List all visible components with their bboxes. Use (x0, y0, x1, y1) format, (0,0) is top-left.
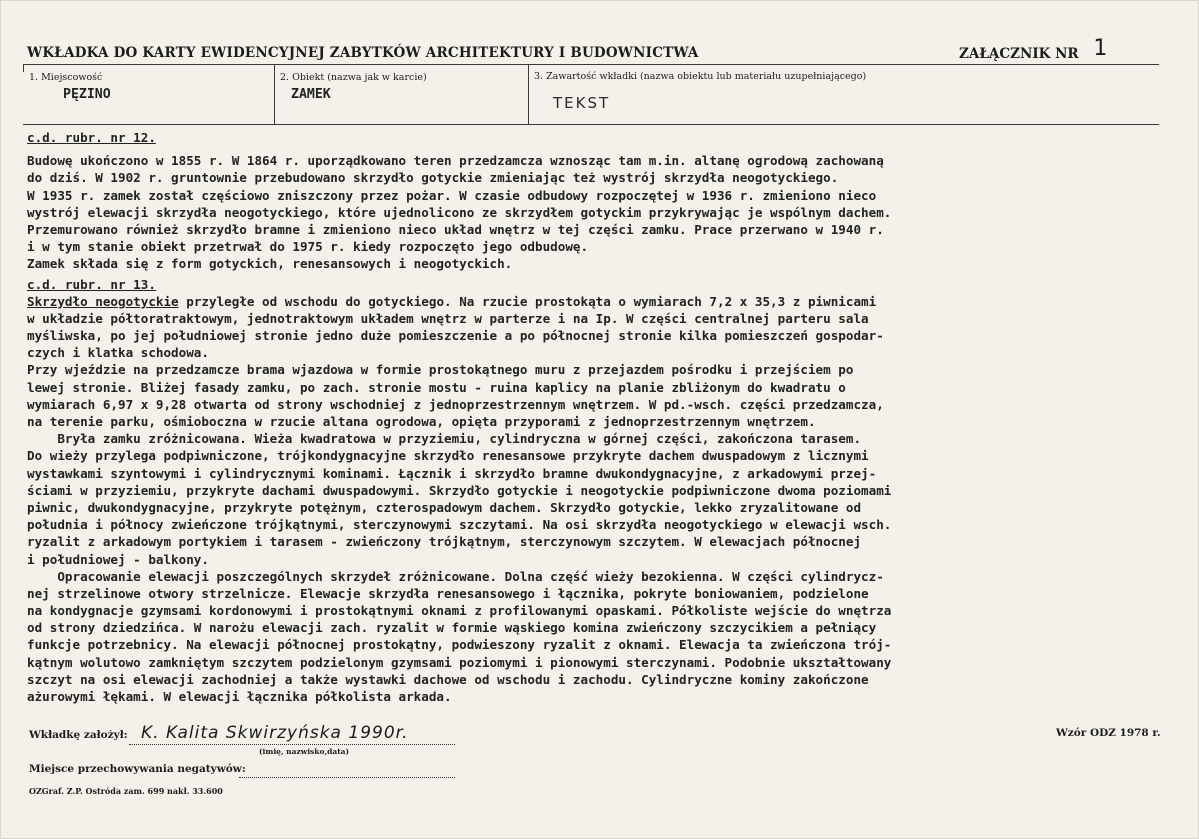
text-line: Przy wjeździe na przedzamcze brama wjazdowa w formie prostokątnego muru z przejazdem pośrodku i przejściem po (27, 362, 854, 378)
attachment-number (959, 36, 1108, 64)
text-line: lewej stronie. Bliżej fasady zamku, po zach. stronie mostu - ruina kaplicy na planie zbliżonym do kwadratu o (27, 379, 846, 395)
text-line: kątnym wolutowo zamkniętym szczytem podzielonym gzymsami poziomymi i pionowymi sterczynami. Podobnie ukształtowany (27, 654, 892, 670)
document-body (27, 129, 1195, 705)
text-line: do dziś. W 1902 r. gruntownie przebudowano skrzydło gotyckie zmieniając też wystrój skrzydła neogotyckiego. (27, 170, 839, 186)
text-line: i południowej - balkony. (27, 551, 209, 567)
content-label: 3. Zawartość wkładki (nazwa obiektu lub materiału uzupełniającego) (534, 71, 867, 82)
founded-label: Wkładkę założył: (29, 729, 128, 741)
text-line: i w tym stanie obiekt przetrwał do 1975 r. kiedy rozpoczęto jego odbudowę. (27, 239, 589, 255)
signature-line (129, 743, 455, 745)
negatives-label: Miejsce przechowywania negatywów: (29, 763, 246, 775)
header-top-rule (23, 64, 1159, 65)
text-line: funkcje potrzebnicy. Na elewacji północnej prostokątny, podwieszony ryzalit z oknami. Elewacja ta zwieńczona trój- (27, 637, 892, 653)
grid-tick (23, 64, 24, 72)
text-line: Przemurowano również skrzydło bramne i zmieniono nieco układ wnętrz w tej części zamku. Prace przerwano w 1940 r. (27, 221, 884, 237)
object-value: ZAMEK (291, 87, 331, 102)
text-line: szczyt na osi elewacji zachodniej a także wystawki dachowe od wschodu i zachodu. Cylindryczne kominy zakończone (27, 671, 869, 687)
text-line: na terenie parku, ośmioboczna w rzucie altana ogrodowa, opięta przyporami z jednoprzestrzennym wnętrzem. (27, 414, 816, 429)
object-label: 2. Obiekt (nazwa jak w karcie) (280, 72, 427, 83)
text-line: nej strzelinowe otwory strzelnicze. Elewacje skrzydła renesansowego i łącznika, pokryte boniowaniem, podzielone (27, 585, 869, 601)
grid-divider (528, 64, 529, 124)
card-title: WKŁADKA DO KARTY EWIDENCYJNEJ ZABYTKÓW ARCHITEKTURY I BUDOWNICTWA (27, 45, 699, 61)
form-model: Wzór ODZ 1978 r. (1056, 727, 1161, 739)
text-line: piwnic, dwukondygnacyjne, przykryte potężnym, czterospadowym dachem. Skrzydło gotyckie, lekko zryzalitowane od (27, 499, 862, 515)
locality-value: PĘZINO (63, 87, 111, 102)
text-line: Budowę ukończono w 1855 r. W 1864 r. uporządkowano teren przedzamcza wznosząc tam m.in. altanę ogrodową zachowaną (27, 153, 884, 169)
text-line: w układzie półtoratraktowym, jednotraktowym układem wnętrz w parterze i na Ip. W części centralnej parteru sala (27, 310, 869, 326)
section-13-heading: c.d. rubr. nr 13. (27, 276, 156, 292)
section-13-subject: Skrzydło neogotyckie (27, 293, 179, 309)
text-line: myśliwska, po jej południowej stronie jedno duże pomieszczenie a po północnej stronie kilka pomieszczeń gospodar- (27, 328, 884, 344)
content-value: TEKST (553, 94, 611, 112)
text-fragment: przyległe od wschodu do gotyckiego. Na rzucie prostokąta o wymiarach 7,2 x 35,3 z piwnicami (178, 293, 877, 309)
text-line: od strony dziedzińca. W narożu elewacji zach. ryzalit w formie wąskiego komina zwieńczony szczycikiem a pełniący (27, 620, 877, 636)
text-line: Bryła zamku zróżnicowana. Wieża kwadratowa w przyziemiu, cylindryczna w górnej części, zakończona tarasem. (27, 431, 862, 447)
text-line: wymiarach 6,97 x 9,28 otwarta od strony wschodniej z jednoprzestrzennym wnętrzem. W pd.-wsch. części przedzamcza, (27, 396, 884, 412)
locality-label: 1. Miejscowość (29, 72, 103, 83)
text-line: południa i północy zwieńczone trójkątnymi, sterczynowymi szczytami. Na osi skrzydła neogotyckiego w elewacji wsch. (27, 517, 892, 533)
text-line: czych i klatka schodowa. (27, 345, 209, 361)
text-line: na kondygnacje gzymsami kordonowymi i prostokątnymi oknami z profilowanymi opaskami. Półkoliste wejście do wnętrza (27, 603, 892, 619)
text-line: wystrój elewacji skrzydła neogotyckiego, które ujednolicono ze skrzydłem gotyckim przykrywając je wspólnym dachem. (27, 204, 892, 220)
attachment-label: ZAŁĄCZNIK NR (959, 46, 1079, 62)
attachment-number-value: 1 (1093, 36, 1108, 61)
text-line (27, 293, 1195, 310)
grid-divider (274, 64, 275, 124)
text-line: Do wieży przylega podpiwniczone, trójkondygnacyjne skrzydło renesansowe przykryte dachem dwuspadowym z licznymi (27, 448, 869, 464)
section-12-heading: c.d. rubr. nr 12. (27, 130, 156, 145)
text-line: ściami w przyziemiu, przykryte dachami dwuspadowymi. Skrzydło gotyckie i neogotyckie podpiwniczone dwoma poziomami (27, 482, 892, 498)
header-bottom-rule (23, 124, 1159, 125)
founded-hint: (imię, nazwisko,data) (259, 747, 350, 756)
text-line: Opracowanie elewacji poszczególnych skrzydeł zróżnicowane. Dolna część wieży bezokienna. W części cylindrycz- (27, 568, 884, 584)
founded-signature: K. Kalita Skwirzyńska 1990r. (141, 723, 409, 743)
text-line: ażurowymi łękami. W elewacji łącznika półkolista arkada. (27, 689, 452, 704)
negatives-line (239, 776, 455, 778)
text-line: wystawkami szyntowymi i cylindrycznymi kominami. Łącznik i skrzydło bramne dwukondygnacyjne, z arkadowymi przej- (27, 465, 877, 481)
text-line: W 1935 r. zamek został częściowo zniszczony przez pożar. W czasie odbudowy rozpoczętej w 1936 r. zmieniono nieco (27, 187, 877, 203)
printer-imprint: OZGraf. Z.P. Ostróda zam. 699 nakł. 33.600 (29, 786, 223, 796)
text-line: ryzalit z arkadowym portykiem i tarasem - zwieńczony trójkątnym, sterczynowym szczytem. W elewacjach północnej (27, 534, 862, 550)
text-line: Zamek składa się z form gotyckich, renesansowych i neogotyckich. (27, 256, 513, 272)
